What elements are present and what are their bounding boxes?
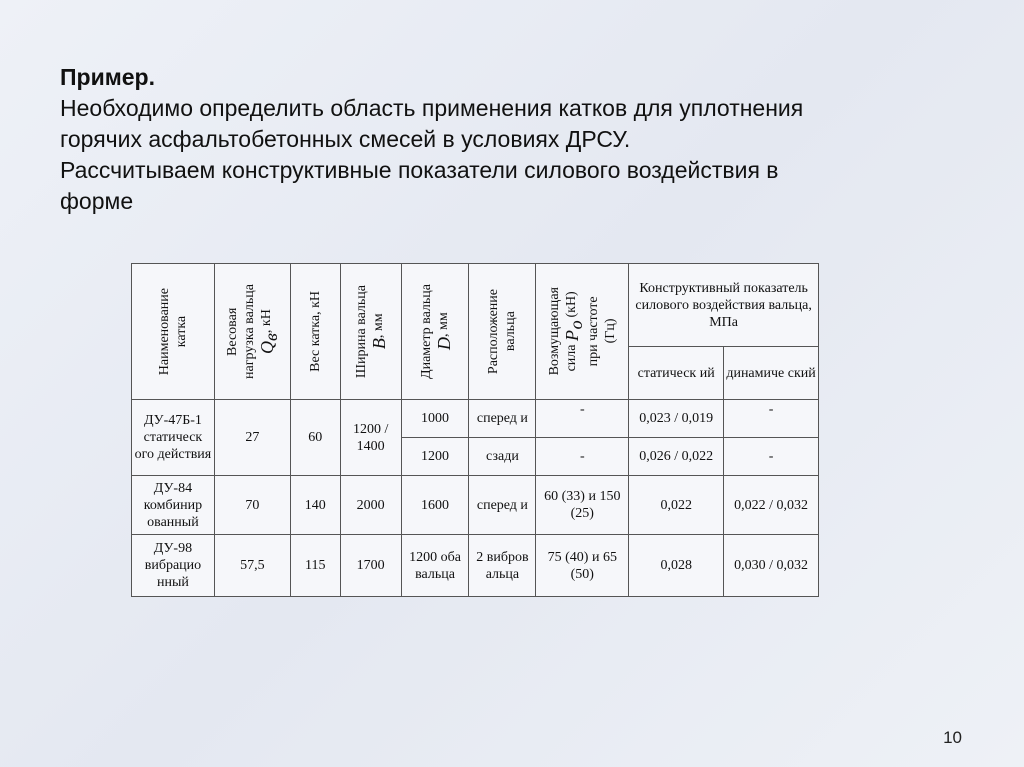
cell-name: ДУ-84 комбинир ованный <box>132 476 215 535</box>
rollers-table <box>131 263 819 597</box>
cell-position: сперед и <box>469 476 536 535</box>
header-force: Возмущающая сила $P_о$ (кН) при частоте (Гц) <box>536 264 629 400</box>
cell-dynamic: - <box>724 400 819 438</box>
header-position: Расположение вальца <box>469 264 536 400</box>
cell-load: 27 <box>214 400 290 476</box>
table-row <box>132 535 819 597</box>
cell-force: - <box>536 400 629 438</box>
header-width: Ширина вальца B, мм <box>340 264 401 400</box>
cell-name: ДУ-47Б-1 статическ ого действия <box>132 400 215 476</box>
cell-static: 0,023 / 0,019 <box>629 400 724 438</box>
cell-width: 1200 / 1400 <box>340 400 401 476</box>
heading-title: Пример. <box>60 64 155 90</box>
header-row-1 <box>132 264 819 347</box>
cell-diameter: 1200 оба вальца <box>401 535 469 597</box>
cell-force: 75 (40) и 65 (50) <box>536 535 629 597</box>
cell-static: 0,028 <box>629 535 724 597</box>
heading-line-2: горячих асфальтобетонных смесей в условиях ДРСУ. <box>60 126 631 152</box>
cell-position: сперед и <box>469 400 536 438</box>
cell-width: 1700 <box>340 535 401 597</box>
cell-static: 0,022 <box>629 476 724 535</box>
cell-force: - <box>536 438 629 476</box>
header-diameter: Диаметр вальца D, мм <box>401 264 469 400</box>
header-dynamic: динамиче ский <box>724 347 819 400</box>
header-load: Весовая нагрузка вальца $Q_в$, кН <box>214 264 290 400</box>
cell-weight: 140 <box>290 476 340 535</box>
header-name: Наименование катка <box>132 264 215 400</box>
header-static: статическ ий <box>629 347 724 400</box>
cell-weight: 60 <box>290 400 340 476</box>
cell-dynamic: 0,030 / 0,032 <box>724 535 819 597</box>
table-row <box>132 400 819 438</box>
heading-line-3: Рассчитываем конструктивные показатели силового воздействия в <box>60 157 779 183</box>
slide-heading <box>60 62 960 217</box>
cell-position: 2 вибров альца <box>469 535 536 597</box>
cell-name: ДУ-98 вибрацио нный <box>132 535 215 597</box>
cell-dynamic: - <box>724 438 819 476</box>
heading-line-4: форме <box>60 188 134 214</box>
heading-line-1: Необходимо определить область применения катков для уплотнения <box>60 95 804 121</box>
cell-static: 0,026 / 0,022 <box>629 438 724 476</box>
cell-weight: 115 <box>290 535 340 597</box>
table-row <box>132 476 819 535</box>
header-group: Конструктивный показатель силового воздействия вальца, МПа <box>629 264 819 347</box>
cell-force: 60 (33) и 150 (25) <box>536 476 629 535</box>
cell-width: 2000 <box>340 476 401 535</box>
cell-load: 57,5 <box>214 535 290 597</box>
cell-dynamic: 0,022 / 0,032 <box>724 476 819 535</box>
cell-diameter: 1200 <box>401 438 469 476</box>
cell-diameter: 1600 <box>401 476 469 535</box>
cell-position: сзади <box>469 438 536 476</box>
cell-diameter: 1000 <box>401 400 469 438</box>
page-number: 10 <box>943 728 962 747</box>
header-weight: Вес катка, кН <box>290 264 340 400</box>
cell-load: 70 <box>214 476 290 535</box>
